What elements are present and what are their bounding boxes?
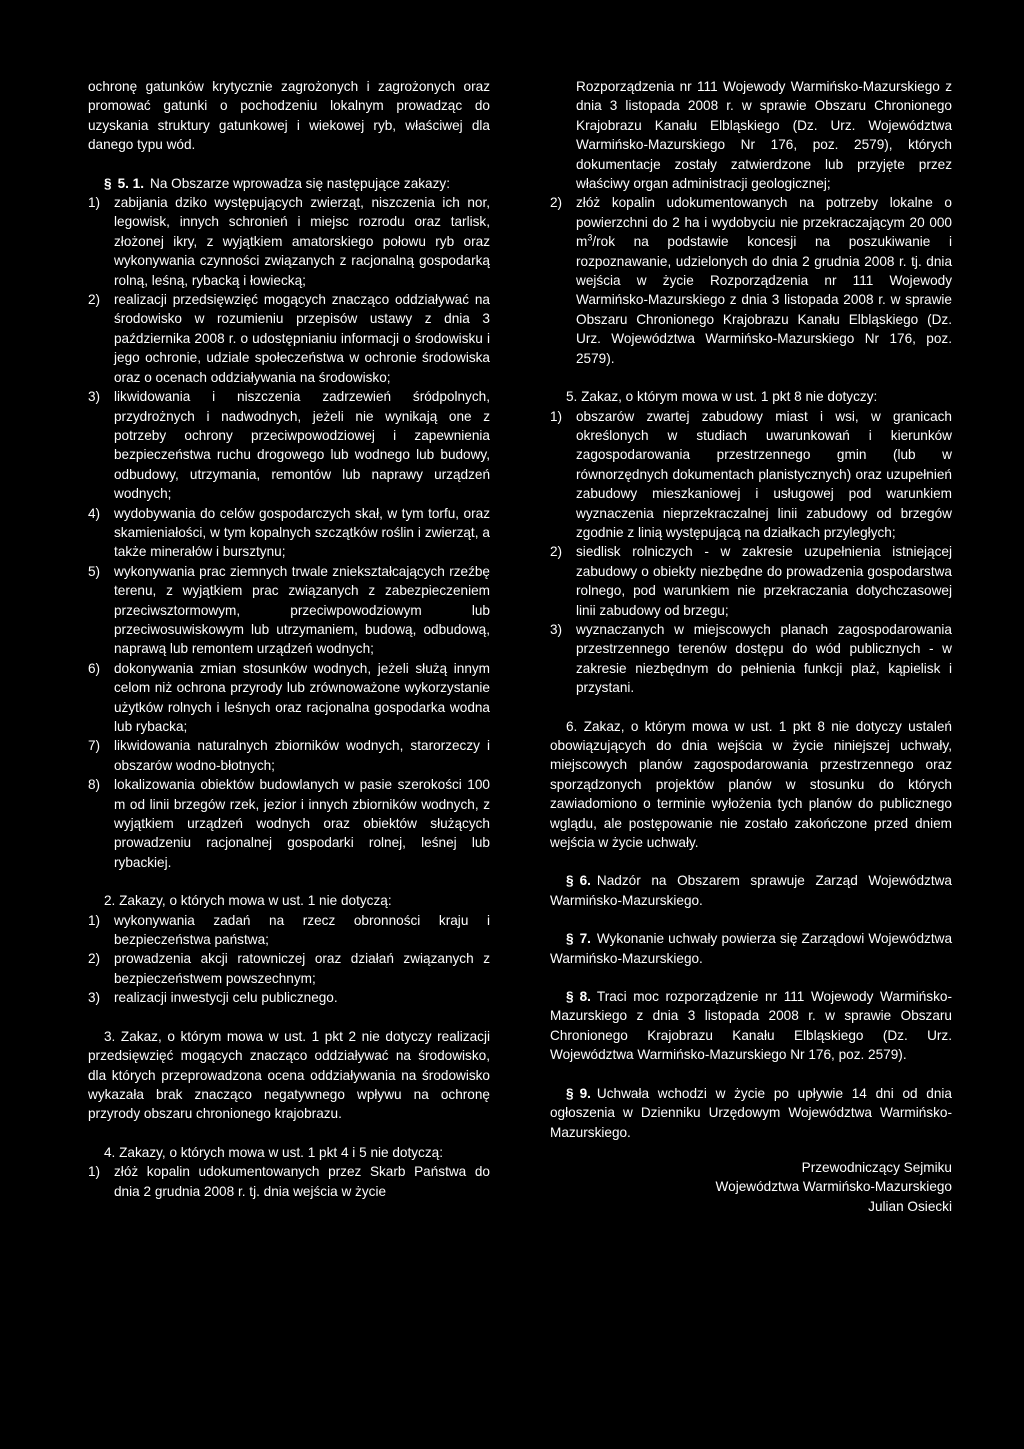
item-text-part: złóż kopalin udokumentowanych na potrzeby lokalne o powierzchni do 2 ha i wydobyciu nie przekraczającym 20 000 m bbox=[576, 195, 952, 250]
item-number: 3) bbox=[88, 990, 101, 1006]
section-7 bbox=[550, 929, 952, 968]
list-item bbox=[88, 949, 490, 988]
item-text: Rozporządzenia nr 111 Wojewody Warmińsko-Mazurskiego z dnia 3 listopada 2008 r. w sprawie Obszaru Chronionego Krajobrazu Kanału Elbląskiego (Dz. Urz. Województwa Warmińsko-Mazurskiego Nr 176, poz. 2579), których dokumentacje zostały zatwierdzone lub przyjęte przez właściwy organ administracji geologicznej; bbox=[576, 79, 952, 192]
section-number: 6. bbox=[579, 873, 591, 889]
item-number: 1) bbox=[88, 195, 101, 211]
item-text: obszarów zwartej zabudowy miast i wsi, w granicach określonych w studiach uwarunkowań i kierunków zagospodarowania przestrzennego gmin (lub w równorzędnych dokumentach planistycznych) oraz uzupełnień zabudowy mieszkaniowej i usługowej pod warunkiem wyznaczenia nieprzekraczalnej linii zabudowy od brzegów zgodnie z linią występującą na działkach przyległych; bbox=[576, 408, 952, 540]
section-text: Wykonanie uchwały powierza się Zarządowi Województwa Warmińsko-Mazurskiego. bbox=[550, 931, 952, 966]
item-number: 2) bbox=[550, 544, 563, 560]
item-text: dokonywania zmian stosunków wodnych, jeżeli służą innym celom niż ochrona przyrody lub zrównoważone wykorzystanie użytków rolnych i leśnych oraz racjonalna gospodarka wodna lub rybacka; bbox=[114, 660, 490, 734]
section-number: 8. bbox=[579, 989, 591, 1005]
section-symbol: § bbox=[566, 989, 574, 1005]
signature-title: Przewodniczący Sejmiku bbox=[801, 1159, 952, 1175]
paragraph-5-lead: 5. Zakaz, o którym mowa w ust. 1 pkt 8 nie dotyczy: bbox=[566, 389, 878, 405]
list-item bbox=[88, 736, 490, 775]
section-6 bbox=[550, 871, 952, 910]
item-text-part: /rok na podstawie koncesji na poszukiwanie i rozpoznawanie, udzielonych do dnia 2 grudnia 2008 r. tj. dnia wejścia w życie Rozporządzenia nr 111 Wojewody Warmińsko-Mazurskiego z dnia 3 listopada 2008 r. w sprawie Obszaru Chronionego Krajobrazu Kanału Elbląskiego (Dz. Urz. Województwa Warmińsko-Mazurskiego Nr 176, poz. 2579). bbox=[576, 234, 952, 366]
item-number: 1) bbox=[550, 408, 563, 424]
item-number: 1) bbox=[88, 1164, 101, 1180]
section-text: Traci moc rozporządzenie nr 111 Wojewody Warmińsko-Mazurskiego z dnia 3 listopada 2008 r. w sprawie Obszaru Chronionego Krajobrazu Kanału Elbląskiego (Dz. Urz. Województwa Warmińsko-Mazurskiego Nr 176, poz. 2579). bbox=[550, 989, 952, 1063]
signature-name: Julian Osiecki bbox=[868, 1198, 952, 1214]
section-lead: Na Obszarze wprowadza się następujące zakazy: bbox=[150, 175, 450, 191]
left-column bbox=[88, 77, 490, 1201]
item-number: 4) bbox=[88, 505, 101, 521]
list-item bbox=[550, 193, 952, 368]
item-number: 3) bbox=[88, 389, 101, 405]
paragraph-3: 3. Zakaz, o którym mowa w ust. 1 pkt 2 nie dotyczy realizacji przedsięwzięć mogących znacząco oddziaływać na środowisko, dla których przeprowadzona ocena oddziaływania na środowisko wykazała brak znacząco negatywnego wpływu na ochronę przyrody obszaru chronionego krajobrazu. bbox=[88, 1028, 490, 1122]
list-item bbox=[88, 1162, 490, 1201]
paragraph-6: 6. Zakaz, o którym mowa w ust. 1 pkt 8 nie dotyczy ustaleń obowiązujących do dnia wejścia w życie niniejszej uchwały, miejscowych planów zagospodarowania przestrzennego oraz sporządzonych projektów planów w stosunku do których zawiadomiono o terminie wyłożenia tych planów do publicznego wglądu, ale postępowanie nie zostało zakończone przed dniem wejścia w życie uchwały. bbox=[550, 718, 952, 851]
item-text bbox=[576, 193, 952, 368]
item-text: lokalizowania obiektów budowlanych w pasie szerokości 100 m od linii brzegów rzek, jezior i innych zbiorników wodnych, z wyjątkiem urządzeń wodnych oraz obiektów służących prowadzeniu racjonalnej gospodarki rolnej, leśnej lub rybackiej. bbox=[114, 777, 490, 870]
item-number: 8) bbox=[88, 777, 101, 793]
item-text: wykonywania zadań na rzecz obronności kraju i bezpieczeństwa państwa; bbox=[114, 912, 490, 948]
list-item bbox=[550, 620, 952, 698]
item-text: wydobywania do celów gospodarczych skał, w tym torfu, oraz skamieniałości, w tym kopalnych szczątków roślin i zwierząt, a także minerałów i bursztynu; bbox=[114, 505, 490, 560]
item-number: 5) bbox=[88, 563, 101, 579]
list-item bbox=[550, 542, 952, 620]
item-text: likwidowania naturalnych zbiorników wodnych, starorzeczy i obszarów wodno-błotnych; bbox=[114, 738, 490, 773]
item-number: 2) bbox=[550, 195, 563, 211]
section-8 bbox=[550, 987, 952, 1065]
list-item bbox=[88, 290, 490, 387]
item-text: siedlisk rolniczych - w zakresie uzupełnienia istniejącej zabudowy o obiekty niezbędne do prowadzenia gospodarstwa rolnego, pod warunkiem nie przekraczania dotychczasowej linii zabudowy od brzegu; bbox=[576, 544, 952, 618]
item-number: 6) bbox=[88, 660, 101, 676]
item-text: wyznaczanych w miejscowych planach zagospodarowania przestrzennego terenów dostępu do wód publicznych - w zakresie niezbędnym do pełnienia funkcji plaż, kąpielisk i przystani. bbox=[576, 621, 952, 696]
list-item-continuation bbox=[550, 77, 952, 193]
list-item bbox=[88, 659, 490, 737]
item-text: złóż kopalin udokumentowanych przez Skarb Państwa do dnia 2 grudnia 2008 r. tj. dnia wejścia w życie bbox=[114, 1164, 490, 1199]
section-number: 5. 1. bbox=[117, 175, 145, 191]
signature-institution: Województwa Warmińsko-Mazurskiego bbox=[715, 1179, 952, 1195]
section-symbol: § bbox=[104, 175, 112, 191]
paragraph-4-lead: 4. Zakazy, o których mowa w ust. 1 pkt 4 i 5 nie dotyczą: bbox=[104, 1144, 443, 1160]
list-item bbox=[550, 407, 952, 543]
list-item bbox=[88, 193, 490, 290]
item-number: 7) bbox=[88, 738, 101, 754]
section-5-heading bbox=[88, 174, 490, 193]
paragraph-2-lead: 2. Zakazy, o których mowa w ust. 1 nie dotyczą: bbox=[104, 893, 392, 909]
section-symbol: § bbox=[566, 873, 574, 889]
intro-paragraph: ochronę gatunków krytycznie zagrożonych i zagrożonych oraz promować gatunki o pochodzeniu lokalnym prowadząc do uzyskania struktury gatunkowej i wiekowej ryb, właściwej dla danego typu wód. bbox=[88, 79, 490, 153]
signature-block bbox=[550, 1158, 952, 1216]
section-text: Nadzór na Obszarem sprawuje Zarząd Województwa Warmińsko-Mazurskiego. bbox=[550, 873, 952, 908]
section-9 bbox=[550, 1084, 952, 1142]
list-item bbox=[88, 911, 490, 950]
item-text: realizacji przedsięwzięć mogących znacząco oddziaływać na środowisko w rozumieniu przepisów ustawy z dnia 3 października 2008 r. o udostępnianiu informacji o środowisku i jego ochronie, udziale społeczeństwa w ochronie środowiska oraz o ocenach oddziaływania na środowisko; bbox=[114, 292, 490, 385]
section-symbol: § bbox=[566, 931, 574, 947]
list-item bbox=[88, 387, 490, 503]
section-symbol: § bbox=[566, 1085, 574, 1101]
list-item bbox=[88, 775, 490, 872]
item-number: 2) bbox=[88, 292, 101, 308]
item-number: 3) bbox=[550, 621, 563, 637]
section-number: 9. bbox=[579, 1085, 591, 1101]
superscript: 3 bbox=[587, 232, 593, 243]
item-text: likwidowania i niszczenia zadrzewień śródpolnych, przydrożnych i nadwodnych, jeżeli nie wynikają one z potrzeby ochrony przeciwpowodziowej i zapewnienia bezpieczeństwa ruchu drogowego lub wodnego lub budowy, odbudowy, utrzymania, remontów lub naprawy urządzeń wodnych; bbox=[114, 389, 490, 502]
item-text: realizacji inwestycji celu publicznego. bbox=[114, 990, 338, 1006]
right-column bbox=[550, 77, 952, 1216]
list-item bbox=[88, 988, 490, 1007]
item-number: 1) bbox=[88, 912, 101, 928]
item-number: 2) bbox=[88, 951, 101, 967]
list-item bbox=[88, 562, 490, 659]
section-text: Uchwała wchodzi w życie po upływie 14 dni od dnia ogłoszenia w Dzienniku Urzędowym Województwa Warmińsko-Mazurskiego. bbox=[550, 1085, 952, 1140]
item-text: prowadzenia akcji ratowniczej oraz działań związanych z bezpieczeństwem powszechnym; bbox=[114, 951, 490, 986]
section-number: 7. bbox=[579, 931, 591, 947]
item-text: zabijania dziko występujących zwierząt, niszczenia ich nor, legowisk, innych schronień i miejsc rozrodu oraz tarlisk, złożonej ikry, z wyjątkiem amatorskiego połowu ryb oraz wykonywania czynności związanych z racjonalną gospodarką rolną, leśną, rybacką i łowiecką; bbox=[114, 195, 490, 288]
list-item bbox=[88, 504, 490, 562]
item-text: wykonywania prac ziemnych trwale zniekształcających rzeźbę terenu, z wyjątkiem prac związanych z zabezpieczeniem przeciwsztormowym, przeciwpowodziowym lub przeciwosuwiskowym lub utrzymaniem, budową, odbudową, naprawą lub remontem urządzeń wodnych; bbox=[114, 563, 490, 657]
